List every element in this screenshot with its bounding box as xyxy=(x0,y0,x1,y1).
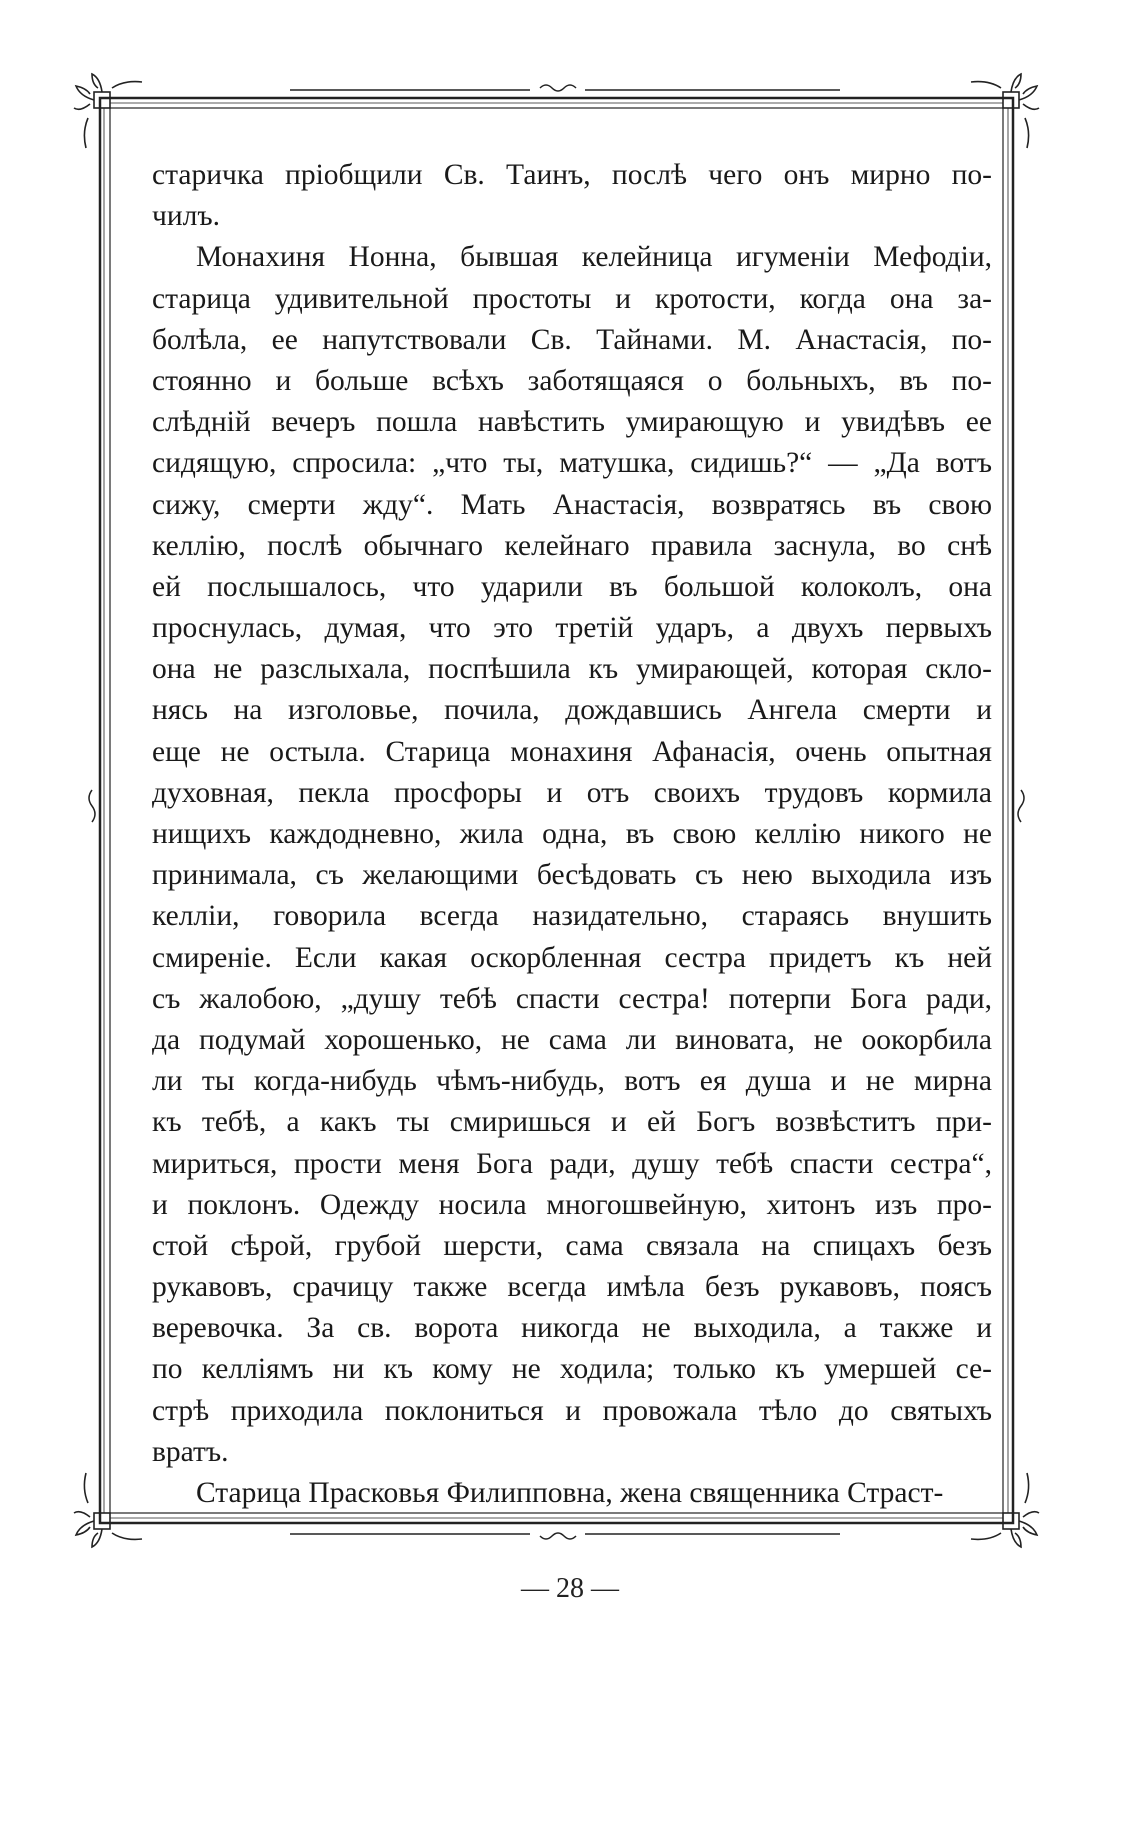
text-line: принимала, съ желающими бесѣдовать съ нею выходила изъ xyxy=(152,859,992,892)
text-line: Старица Прасковья Филипповна, жена священника Страст- xyxy=(196,1477,944,1509)
text-line: ей послышалось, что ударили въ большой колоколъ, она xyxy=(152,570,992,603)
text-line: нясь на изголовье, почила, дождавшись Ангела смерти и xyxy=(152,694,992,727)
text-line: веревочка. За св. ворота никогда не выходила, а также и xyxy=(152,1312,992,1345)
text-line: смиреніе. Если какая оскорбленная сестра придетъ къ ней xyxy=(152,941,992,974)
text-line: да подумай хорошенько, не сама ли виновата, не оокорбила xyxy=(152,1023,992,1056)
text-line: съ жалобою, „душу тебѣ спасти сестра! потерпи Бога ради, xyxy=(152,982,992,1015)
text-line: старица удивительной простоты и кротости, когда она за- xyxy=(152,282,992,315)
text-line: келліи, говорила всегда назидательно, стараясь внушить xyxy=(152,900,992,933)
text-line: и поклонъ. Одежду носила многошвейную, хитонъ изъ про- xyxy=(152,1188,992,1221)
text-line: чилъ. xyxy=(152,200,220,233)
text-line: еще не остыла. Старица монахиня Афанасія, очень опытная xyxy=(152,735,992,768)
text-line: нищихъ каждодневно, жила одна, въ свою келлію никого не xyxy=(152,818,992,850)
text-line: къ тебѣ, а какъ ты смиришься и ей Богъ возвѣститъ при- xyxy=(152,1106,992,1139)
text-line: мириться, прости меня Бога ради, душу тебѣ спасти сестра“, xyxy=(152,1147,992,1180)
text-line: болѣла, ее напутствовали Св. Тайнами. М. Анастасія, по- xyxy=(152,323,992,356)
text-line: стой сѣрой, грубой шерсти, сама связала на спицахъ безъ xyxy=(152,1229,992,1262)
page-body-text xyxy=(152,155,992,1514)
text-line: келлію, послѣ обычнаго келейнаго правила заснула, во снѣ xyxy=(152,529,992,562)
text-line: Монахиня Нонна, бывшая келейница игуменіи Мефодіи, xyxy=(196,241,992,274)
page-number: — 28 — xyxy=(521,1573,619,1604)
text-line: стоянно и больше всѣхъ заботящаяся о больныхъ, въ по- xyxy=(152,364,992,397)
text-line: сижу, смерти жду“. Мать Анастасія, возвратясь въ свою xyxy=(152,488,992,521)
text-line: стрѣ приходила поклониться и провожала тѣло до святыхъ xyxy=(152,1394,992,1427)
text-line: ли ты когда-нибудь чѣмъ-нибудь, вотъ ея душа и не мирна xyxy=(152,1065,992,1098)
text-line: сидящую, спросила: „что ты, матушка, сидишь?“ — „Да вотъ xyxy=(152,447,992,480)
text-line: слѣдній вечеръ пошла навѣстить умирающую и увидѣвъ ее xyxy=(152,406,992,439)
text-line: проснулась, думая, что это третій ударъ, а двухъ первыхъ xyxy=(152,612,992,645)
text-line: духовная, пекла просфоры и отъ своихъ трудовъ кормила xyxy=(152,776,992,809)
text-line: по келліямъ ни къ кому не ходила; только къ умершей се- xyxy=(152,1353,992,1386)
text-line: она не разслыхала, поспѣшила къ умирающей, которая скло- xyxy=(152,653,992,686)
text-line: вратъ. xyxy=(152,1435,229,1468)
text-line: старичка пріобщили Св. Таинъ, послѣ чего онъ мирно по- xyxy=(152,159,992,191)
text-line: рукавовъ, срачицу также всегда имѣла безъ рукавовъ, поясъ xyxy=(152,1271,992,1304)
